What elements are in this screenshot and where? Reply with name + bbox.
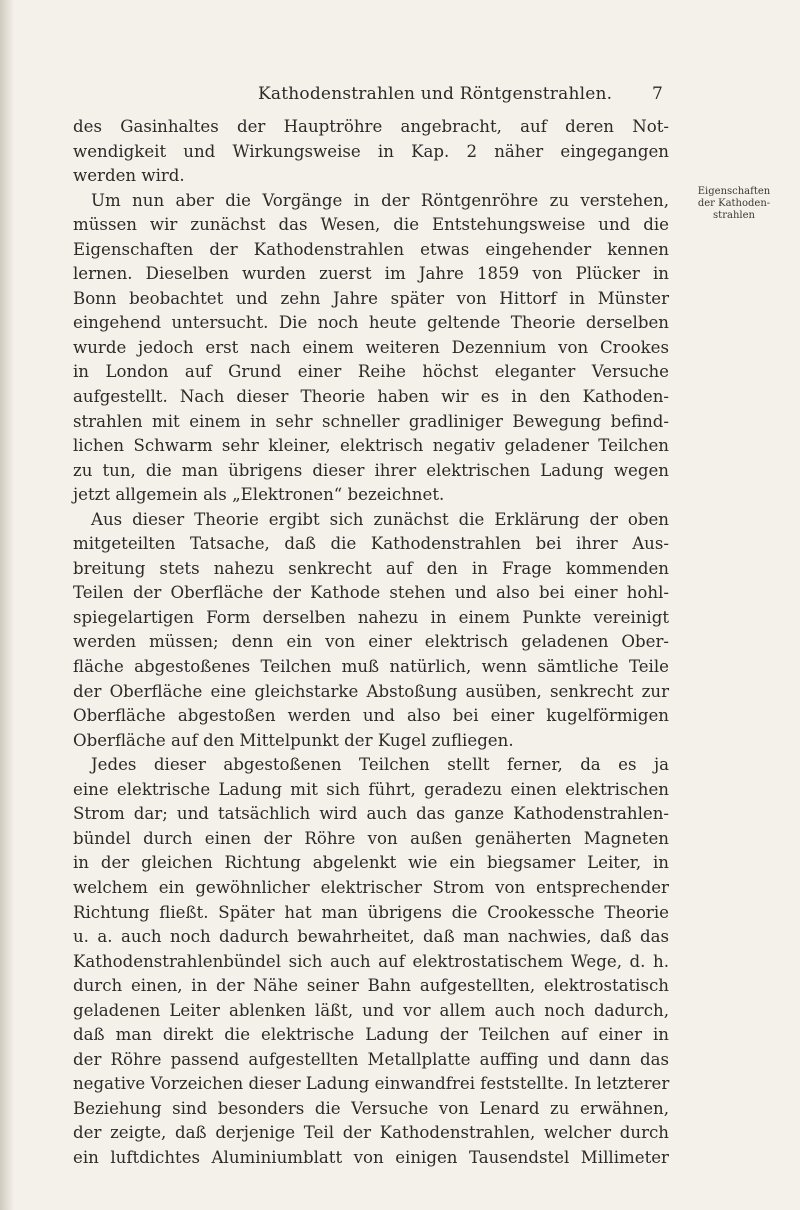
text-line: Teilen der Oberfläche der Kathode stehen und also bei einer hohl- <box>73 583 669 603</box>
text-line: daß man direkt die elektrische Ladung der Teilchen auf einer in <box>73 1025 669 1045</box>
text-line: bündel durch einen der Röhre von außen genäherten Magneten <box>73 828 669 848</box>
text-line: fläche abgestoßenes Teilchen muß natürlich, wenn sämtliche Teile <box>73 657 669 677</box>
text-line: werden müssen; denn ein von einer elektrisch geladenen Ober- <box>73 632 669 652</box>
marginal-note <box>670 186 798 222</box>
text-line: jetzt allgemein als „Elektronen“ bezeichnet. <box>73 485 445 505</box>
text-line: in London auf Grund einer Reihe höchst eleganter Versuche <box>73 362 669 382</box>
marginal-note-line: der Kathoden- <box>697 198 771 209</box>
text-line: der Oberfläche eine gleichstarke Abstoßung ausüben, senkrecht zur <box>73 681 669 701</box>
text-line: Richtung fließt. Später hat man übrigens die Crookessche Theorie <box>73 902 669 922</box>
text-line: breitung stets nahezu senkrecht auf den in Frage kommenden <box>73 558 669 578</box>
text-line: lichen Schwarm sehr kleiner, elektrisch negativ geladener Teilchen <box>73 436 669 456</box>
running-head: Kathodenstrahlen und Röntgenstrahlen. <box>258 84 613 104</box>
text-line: der Röhre passend aufgestellten Metallplatte auffing und dann das <box>73 1049 669 1069</box>
text-line: Jedes dieser abgestoßenen Teilchen stellt ferner, da es ja <box>91 755 669 775</box>
text-line: Aus dieser Theorie ergibt sich zunächst die Erklärung der oben <box>91 509 669 529</box>
text-line: müssen wir zunächst das Wesen, die Entstehungsweise und die <box>73 215 669 235</box>
marginal-note-line: strahlen <box>713 210 755 221</box>
text-line: durch einen, in der Nähe seiner Bahn aufgestellten, elektrostatisch <box>73 976 669 996</box>
text-line: Eigenschaften der Kathodenstrahlen etwas eingehender kennen <box>73 239 669 259</box>
text-line: Kathodenstrahlenbündel sich auch auf elektrostatischem Wege, d. h. <box>73 951 669 971</box>
text-line: eingehend untersucht. Die noch heute geltende Theorie derselben <box>73 313 669 333</box>
page-number: 7 <box>652 84 663 104</box>
text-line: negative Vorzeichen dieser Ladung einwandfrei feststellte. In letzterer <box>73 1074 670 1094</box>
page-header <box>0 84 800 110</box>
text-line: strahlen mit einem in sehr schneller gradliniger Bewegung befind- <box>73 411 669 431</box>
body-text <box>73 115 669 1171</box>
text-line: geladenen Leiter ablenken läßt, und vor allem auch noch dadurch, <box>73 1000 669 1020</box>
page-gutter-shadow <box>0 0 14 1210</box>
text-line: Strom dar; und tatsächlich wird auch das ganze Kathodenstrahlen- <box>73 804 669 824</box>
marginal-note-line: Eigenschaften <box>697 186 771 197</box>
text-line: mitgeteilten Tatsache, daß die Kathodenstrahlen bei ihrer Aus- <box>73 534 669 554</box>
text-line: u. a. auch noch dadurch bewahrheitet, daß man nachwies, daß das <box>73 927 669 947</box>
text-line: spiegelartigen Form derselben nahezu in einem Punkte vereinigt <box>73 607 669 627</box>
text-line: wendigkeit und Wirkungsweise in Kap. 2 näher eingegangen <box>73 141 669 161</box>
text-line: ein luftdichtes Aluminiumblatt von einigen Tausendstel Millimeter <box>73 1147 669 1167</box>
text-line: in der gleichen Richtung abgelenkt wie ein biegsamer Leiter, in <box>73 853 669 873</box>
text-line: des Gasinhaltes der Hauptröhre angebracht, auf deren Not- <box>73 117 669 136</box>
text-line: werden wird. <box>73 166 185 186</box>
text-line: der zeigte, daß derjenige Teil der Kathodenstrahlen, welcher durch <box>73 1123 669 1143</box>
text-line: welchem ein gewöhnlicher elektrischer Strom von entsprechender <box>73 877 669 897</box>
text-line: wurde jedoch erst nach einem weiteren Dezennium von Crookes <box>73 337 669 357</box>
text-line: Bonn beobachtet und zehn Jahre später von Hittorf in Münster <box>73 288 669 308</box>
text-line: aufgestellt. Nach dieser Theorie haben wir es in den Kathoden- <box>73 387 669 407</box>
text-line: eine elektrische Ladung mit sich führt, geradezu einen elektrischen <box>73 779 669 799</box>
text-line: lernen. Dieselben wurden zuerst im Jahre 1859 von Plücker in <box>73 264 669 284</box>
text-line: Oberfläche abgestoßen werden und also bei einer kugelförmigen <box>73 706 669 726</box>
text-line: Beziehung sind besonders die Versuche von Lenard zu erwähnen, <box>73 1098 669 1118</box>
text-line: Oberfläche auf den Mittelpunkt der Kugel zufliegen. <box>73 730 514 750</box>
text-line: Um nun aber die Vorgänge in der Röntgenröhre zu verstehen, <box>91 190 669 210</box>
text-line: zu tun, die man übrigens dieser ihrer elektrischen Ladung wegen <box>73 460 669 480</box>
